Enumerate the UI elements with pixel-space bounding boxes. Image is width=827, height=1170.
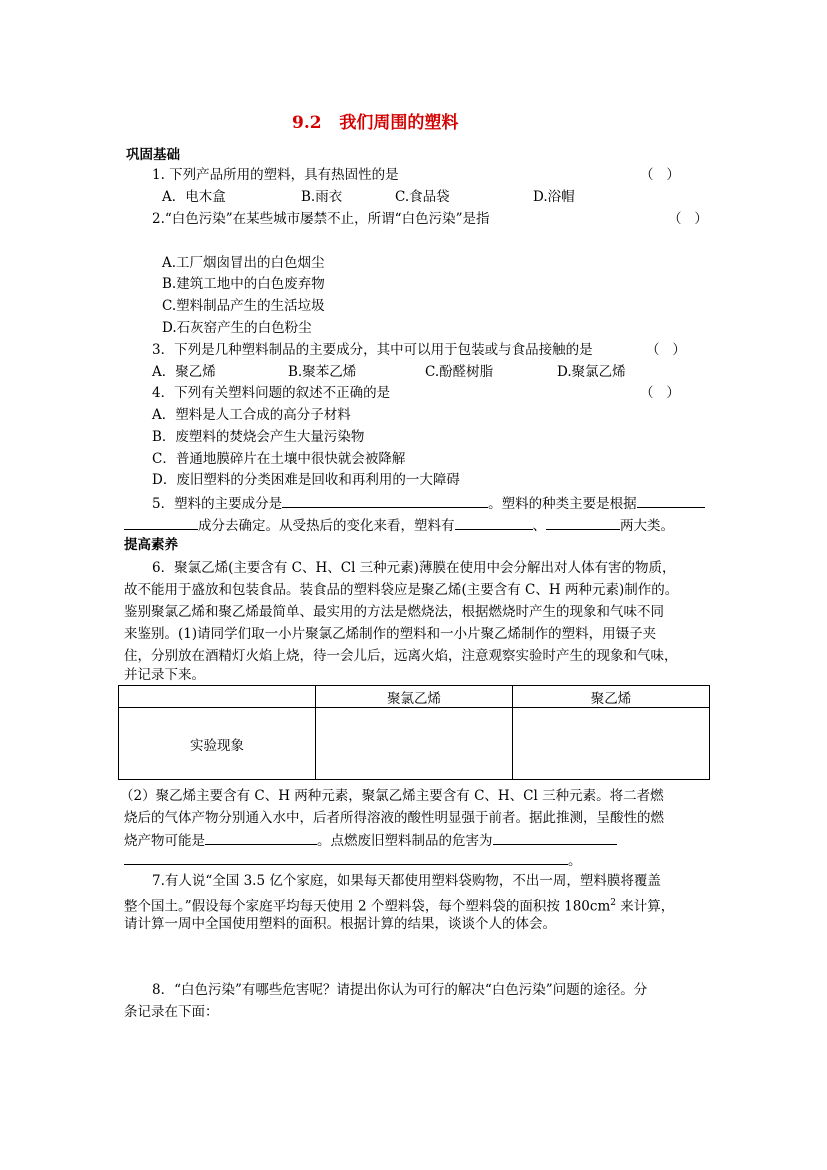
question-6-line-3: 鉴别聚氯乙烯和聚乙烯最简单、最实用的方法是燃烧法，根据燃烧时产生的现象和气味不同 [124,604,664,620]
question-7-line-2 [124,894,674,916]
question-6-line-6: 并记录下来。 [124,667,205,683]
question-1-option-a: A．电木盒 [162,189,226,205]
question-3-stem: 3．下列是几种塑料制品的主要成分，其中可以用于包装或与食品接触的是 [152,342,593,358]
question-4-option-c: C．普通地膜碎片在土壤中很快就会被降解 [152,451,406,467]
question-1-stem: 1. 下列产品所用的塑料，具有热固性的是 [152,167,399,183]
question-2-option-c: C.塑料制品产生的生活垃圾 [162,298,325,314]
question-6-blank-hazard-cont[interactable] [124,850,568,865]
question-5-line2 [124,515,674,535]
question-1-answer-paren: （ ） [640,167,680,183]
section-heading-advanced: 提高素养 [124,537,178,553]
page-title: 9.2 我们周围的塑料 [292,113,459,133]
question-2-stem: 2.“白色污染”在某些城市屡禁不止，所谓“白色污染”是指 [152,211,490,227]
question-5-text-3: 成分去确定。从受热后的变化来看，塑料有 [198,518,455,534]
question-6-line-1: 6．聚氯乙烯(主要含有 C、H、Cl 三种元素)薄膜在使用中会分解出对人体有害的物质， [152,560,676,576]
question-3-option-b: B.聚苯乙烯 [288,364,357,380]
question-5-text-5: 两大类。 [620,518,674,534]
question-5-line1 [152,493,705,513]
question-7-text-b: 来计算， [615,898,675,915]
question-4-option-b: B．废塑料的焚烧会产生大量污染物 [152,429,365,445]
question-1-option-d: D.浴帽 [533,189,575,205]
question-3-option-c: C.酚醛树脂 [425,364,494,380]
question-6-blank-acidic-product[interactable] [205,830,317,845]
question-4-answer-paren: （ ） [640,385,680,401]
question-4-stem: 4．下列有关塑料问题的叙述不正确的是 [152,385,391,401]
question-7-superscript: 2 [610,898,616,908]
table-cell-pvc-phenomenon[interactable] [316,708,513,780]
question-5-blank-main-component[interactable] [282,493,488,508]
question-6-blank-hazard[interactable] [493,830,617,845]
table-header-empty [119,686,316,708]
question-5-blank-basis-cont[interactable] [124,515,198,530]
question-6-line-4: 来鉴别。(1)请同学们取一小片聚氯乙烯制作的塑料和一小片聚乙烯制作的塑料，用镊子夹 [124,626,657,642]
question-6-part2-text-a: 烧产物可能是 [124,833,205,849]
question-6-line-5: 住，分别放在酒精灯火焰上烧，待一会儿后，远离火焰，注意观察实验时产生的现象和气味， [124,648,678,664]
question-1-option-c: C.食品袋 [395,189,450,205]
experiment-table [118,685,710,780]
question-2-option-d: D.石灰窑产生的白色粉尘 [162,320,312,336]
question-5-blank-type-1[interactable] [455,515,533,530]
question-2-option-b: B.建筑工地中的白色废弃物 [162,276,325,292]
question-8-line-1: 8．“白色污染”有哪些危害呢？请提出你认为可行的解决“白色污染”问题的途径。分 [152,982,648,998]
question-6-line-2: 故不能用于盛放和包装食品。装食品的塑料袋应是聚乙烯(主要含有 C、H 两种元素)制作的。 [124,582,679,598]
question-6-part2-line-2: 烧后的气体产物分别通入水中，后者所得溶液的酸性明显强于前者。据此推测，呈酸性的燃 [124,810,664,826]
question-3-option-a: A．聚乙烯 [152,364,216,380]
question-5-text-1: 5．塑料的主要成分是 [152,496,283,512]
question-6-part2-line-4 [124,850,582,870]
table-header-pe: 聚乙烯 [513,686,710,708]
question-3-option-d: D.聚氯乙烯 [557,364,626,380]
table-header-pvc: 聚氯乙烯 [316,686,513,708]
question-7-text-a: 整个国土。”假设每个家庭平均每天使用 2 个塑料袋，每个塑料袋的面积按 180cm [124,898,611,915]
question-1-option-b: B.雨衣 [301,189,343,205]
question-2-option-a: A.工厂烟囱冒出的白色烟尘 [162,255,325,271]
question-5-blank-type-2[interactable] [546,515,620,530]
question-6-part2-end: 。 [568,853,582,869]
question-6-part2-line-3 [124,830,617,850]
question-3-answer-paren: （ ） [646,342,686,358]
table-row-label-phenomenon: 实验现象 [119,708,316,780]
question-7-line-1: 7.有人说“全国 3.5 亿个家庭，如果每天都使用塑料袋购物，不出一周，塑料膜将覆盖 [152,873,661,889]
question-2-answer-paren: （ ） [668,211,708,227]
question-5-blank-basis[interactable] [637,493,705,508]
section-heading-basics: 巩固基础 [126,147,180,163]
question-4-option-a: A．塑料是人工合成的高分子材料 [152,407,351,423]
question-7-line-3: 请计算一周中全国使用塑料的面积。根据计算的结果，谈谈个人的体会。 [124,916,556,932]
question-6-part2-text-b: 。点燃废旧塑料制品的危害为 [317,833,493,849]
question-6-part2-line-1: （2）聚乙烯主要含有 C、H 两种元素，聚氯乙烯主要含有 C、H、Cl 三种元素。将二者燃 [120,788,664,804]
question-5-text-2: 。塑料的种类主要是根据 [488,496,637,512]
table-cell-pe-phenomenon[interactable] [513,708,710,780]
question-8-line-2: 条记录在下面： [124,1004,219,1020]
question-5-text-4: 、 [532,518,546,534]
question-4-option-d: D．废旧塑料的分类困难是回收和再利用的一大障碍 [152,472,460,488]
